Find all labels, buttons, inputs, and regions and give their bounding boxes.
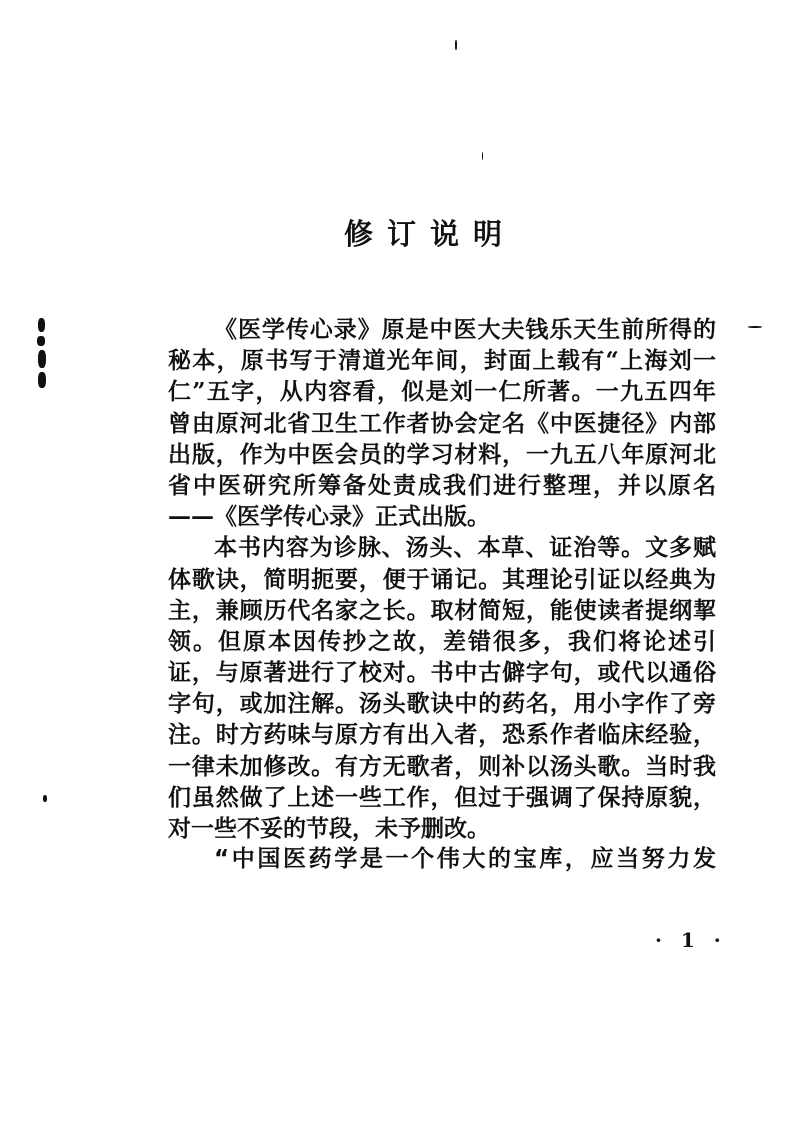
text-line: 体歌诀，简明扼要，便于诵记。其理论引证以经典为 xyxy=(168,565,716,593)
text-line: 证，与原著进行了校对。书中古僻字句，或代以通俗 xyxy=(168,659,716,687)
scan-speck xyxy=(455,40,457,50)
text-line: 出版，作为中医会员的学习材料，一九五八年原河北 xyxy=(168,440,716,468)
text-line: 注。时方药味与原方有出入者，恐系作者临床经验， xyxy=(168,721,716,749)
text-line: “中国医药学是一个伟大的宝库，应当努力发 xyxy=(214,846,716,873)
paragraph-3 xyxy=(168,844,716,875)
text-line: 对一些不妥的节段，未予删改。 xyxy=(168,815,490,842)
scan-speck xyxy=(37,336,45,346)
text-line: 领。但原本因传抄之故，差错很多，我们将论述引 xyxy=(168,627,716,655)
text-line: ——《医学传心录》正式出版。 xyxy=(168,503,490,531)
document-body xyxy=(168,314,716,875)
scan-speck xyxy=(38,350,46,368)
page-number: · 1 · xyxy=(655,928,727,952)
paragraph-1 xyxy=(168,314,716,532)
text-line: 一律未加修改。有方无歌者，则补以汤头歌。当时我 xyxy=(168,752,716,780)
scan-speck xyxy=(38,318,45,332)
scan-speck xyxy=(43,795,47,802)
text-line: 《医学传心录》原是中医大夫钱乐天生前所得的 xyxy=(214,316,716,343)
text-line: 曾由原河北省卫生工作者协会定名《中医捷径》内部 xyxy=(168,409,716,437)
paragraph-2 xyxy=(168,532,716,844)
text-line: 本书内容为诊脉、汤头、本草、证治等。文多赋 xyxy=(214,534,716,562)
text-line: 省中医研究所筹备处责成我们进行整理，并以原名 xyxy=(168,471,716,499)
text-line: 秘本，原书写于清道光年间，封面上载有“上海刘一 xyxy=(168,347,716,375)
text-line: 仁”五字，从内容看，似是刘一仁所著。一九五四年 xyxy=(168,378,716,406)
page-title: 修订说明 xyxy=(343,217,516,251)
scan-speck xyxy=(38,372,46,388)
scan-speck xyxy=(748,326,762,328)
text-line: 字句，或加注解。汤头歌诀中的药名，用小字作了旁 xyxy=(168,690,716,718)
text-line: 主，兼顾历代名家之长。取材简短，能使读者提纲挈 xyxy=(168,596,716,624)
text-line: 们虽然做了上述一些工作，但过于强调了保持原貌， xyxy=(168,783,716,811)
scan-speck xyxy=(482,152,483,160)
